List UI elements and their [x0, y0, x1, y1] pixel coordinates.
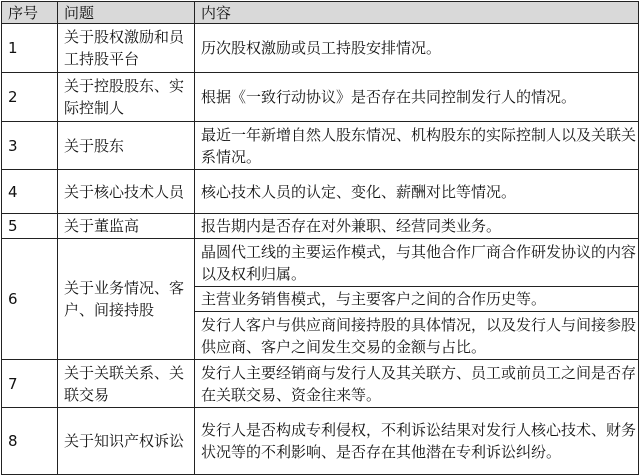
row-content: 最近一年新增自然人股东情况、机构股东的实际控制人以及关联关系情况。: [195, 122, 639, 170]
row-seq: 8: [2, 408, 58, 475]
table-header-row: [2, 2, 639, 24]
row-seq: 7: [2, 360, 58, 408]
header-topic: 问题: [58, 2, 195, 24]
row-content: 根据《一致行动协议》是否存在共同控制发行人的情况。: [195, 73, 639, 122]
row-content: 主营业务销售模式，与主要客户之间的合作历史等。: [195, 287, 639, 312]
row-topic: 关于股权激励和员工持股平台: [58, 24, 195, 73]
row-topic: 关于董监高: [58, 214, 195, 239]
table-row: [2, 73, 639, 122]
table-row: [2, 239, 639, 287]
row-topic: 关于关联关系、关联交易: [58, 360, 195, 408]
row-seq: 3: [2, 122, 58, 170]
row-seq: 1: [2, 24, 58, 73]
row-content: 发行人主要经销商与发行人及其关联方、员工或前员工之间是否存在关联交易、资金往来等。: [195, 360, 639, 408]
table-row: [2, 408, 639, 475]
issues-table: [1, 1, 639, 475]
header-seq: 序号: [2, 2, 58, 24]
table-row: [2, 24, 639, 73]
row-content: 历次股权激励或员工持股安排情况。: [195, 24, 639, 73]
table-row: [2, 122, 639, 170]
row-content: 发行人是否构成专利侵权，不利诉讼结果对发行人核心技术、财务状况等的不利影响、是否存在其他潜在专利诉讼纠纷。: [195, 408, 639, 475]
row-topic: 关于核心技术人员: [58, 170, 195, 214]
table-row: [2, 170, 639, 214]
table-row: [2, 360, 639, 408]
row-seq: 4: [2, 170, 58, 214]
row-seq: 5: [2, 214, 58, 239]
table-row: [2, 214, 639, 239]
row-content: 核心技术人员的认定、变化、薪酬对比等情况。: [195, 170, 639, 214]
header-content: 内容: [195, 2, 639, 24]
row-topic: 关于知识产权诉讼: [58, 408, 195, 475]
row-topic: 关于控股股东、实际控制人: [58, 73, 195, 122]
row-topic: 关于股东: [58, 122, 195, 170]
row-topic: 关于业务情况、客户、间接持股: [58, 239, 195, 360]
row-seq: 6: [2, 239, 58, 360]
row-content: 晶圆代工线的主要运作模式，与其他合作厂商合作研发协议的内容以及权利归属。: [195, 239, 639, 287]
row-seq: 2: [2, 73, 58, 122]
row-content: 发行人客户与供应商间接持股的具体情况，以及发行人与间接参股供应商、客户之间发生交易的金额与占比。: [195, 312, 639, 360]
row-content: 报告期内是否存在对外兼职、经营同类业务。: [195, 214, 639, 239]
